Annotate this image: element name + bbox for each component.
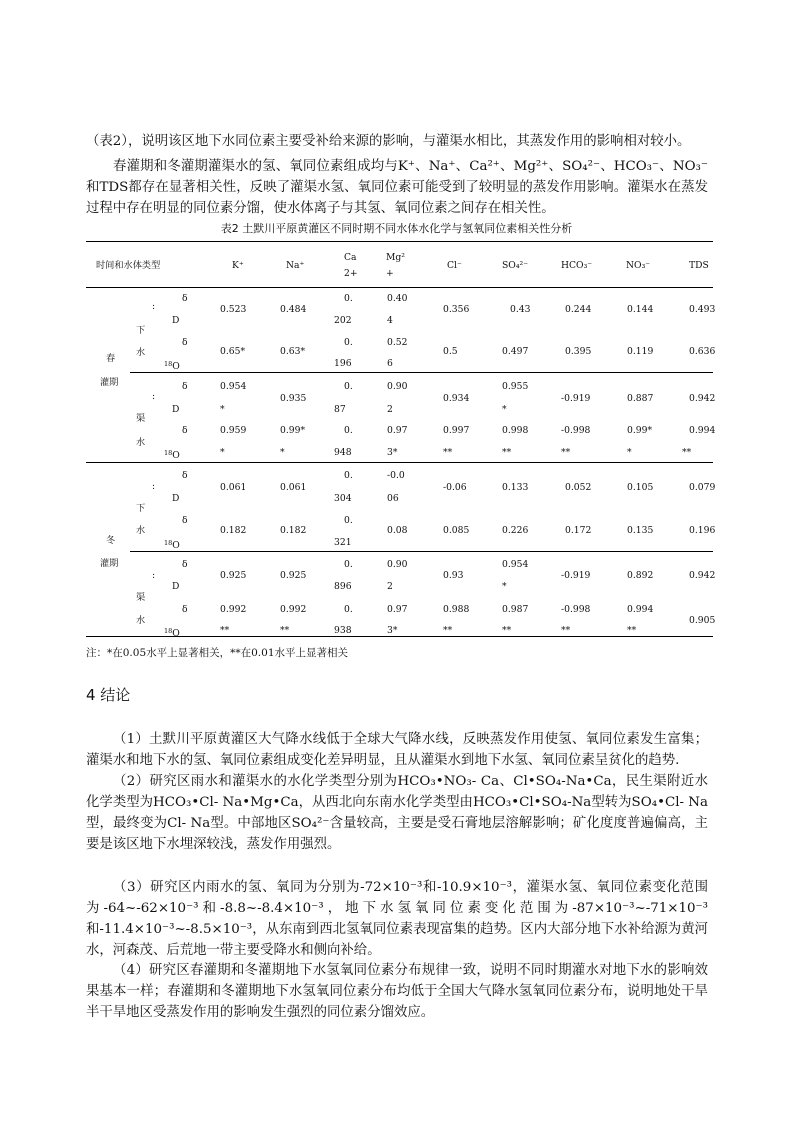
cell: 304 xyxy=(334,493,352,504)
water-ground-2: 水 xyxy=(136,347,146,358)
cell: 4 xyxy=(387,315,393,326)
iso-colon: : xyxy=(152,301,156,312)
iso-delta: δ xyxy=(182,559,188,570)
cell: 0.987 xyxy=(502,604,529,615)
table-note: 注：*在0.05水平上显著相关，**在0.01水平上显著相关 xyxy=(86,647,349,659)
cell: ** xyxy=(220,625,230,636)
cell: 0.636 xyxy=(689,346,716,357)
cell: 0.105 xyxy=(627,482,654,493)
table-header-rule xyxy=(86,287,713,288)
cell: 2 xyxy=(387,404,393,415)
cell: 0.484 xyxy=(280,304,307,315)
correlation-table xyxy=(86,241,716,639)
header-ca-sub: 2+ xyxy=(344,268,358,279)
cell: 0.925 xyxy=(280,570,307,581)
cell: 0.144 xyxy=(627,304,654,315)
cell: 3* xyxy=(387,625,398,636)
intro-paragraph-1: （表2），说明该区地下水同位素主要受补给来源的影响，与灌渠水相比，其蒸发作用的影响相对较小。 xyxy=(86,134,691,149)
cell: -0.919 xyxy=(561,393,591,404)
cell: 0.172 xyxy=(565,525,592,536)
cell: * xyxy=(220,404,225,415)
cell: 0. xyxy=(344,604,353,615)
cell: 0.5 xyxy=(443,346,458,357)
cell: 0.523 xyxy=(220,304,247,315)
cell: 0.97 xyxy=(387,604,408,615)
table-caption: 表2 土默川平原黄灌区不同时期不同水体水化学与氢氧同位素相关性分析 xyxy=(220,222,573,235)
cell: 0.994 xyxy=(627,604,654,615)
cell: 0.90 xyxy=(387,381,408,392)
cell: -0.998 xyxy=(561,425,591,436)
header-tds: TDS xyxy=(689,260,709,271)
iso-delta: δ xyxy=(182,515,188,526)
header-first: 时间和水体类型 xyxy=(96,260,161,271)
water-canal: 渠 xyxy=(136,413,146,424)
cell: 0.99* xyxy=(280,425,306,436)
iso-d: D xyxy=(172,581,180,592)
cell: 0. xyxy=(344,293,353,304)
cell: 0.935 xyxy=(280,393,307,404)
cell: 0.959 xyxy=(220,425,247,436)
cell: 0.119 xyxy=(627,346,654,357)
iso-delta: δ xyxy=(182,381,188,392)
cell: 0.226 xyxy=(502,525,529,536)
cell: 87 xyxy=(334,404,346,415)
cell: 0.992 xyxy=(220,604,247,615)
cell: * xyxy=(280,447,285,458)
cell: 0.08 xyxy=(387,525,408,536)
cell: 0.934 xyxy=(443,393,470,404)
cell: 0.63* xyxy=(280,346,306,357)
cell: 0.955 xyxy=(502,381,529,392)
header-mg-sub: + xyxy=(386,268,394,279)
header-no3: NO₃⁻ xyxy=(626,260,651,271)
cell: 321 xyxy=(334,537,352,548)
cell: 0.196 xyxy=(689,525,716,536)
table-top-rule xyxy=(86,241,713,242)
cell: 0. xyxy=(344,425,353,436)
iso-d: D xyxy=(172,315,180,326)
cell: 0. xyxy=(344,337,353,348)
cell: ** xyxy=(627,625,637,636)
cell: 0.061 xyxy=(280,482,307,493)
cell: ** xyxy=(502,625,512,636)
cell: ** xyxy=(502,447,512,458)
water-canal: 渠 xyxy=(136,592,146,603)
cell: -0.919 xyxy=(561,570,591,581)
conclusion-4: （4）研究区春灌期和冬灌期地下水氢氧同位素分布规律一致，说明不同时期灌水对地下水的影响效果基本一样；春灌期和冬灌期地下水氢氧同位素分布均低于全国大气降水氢氧同位素分布，说明地处干旱半干旱地区受蒸发作用的影响发生强烈的同位素分馏效应。 xyxy=(86,963,708,1020)
table-row-rule xyxy=(130,551,713,552)
water-ground: 下 xyxy=(136,325,146,336)
cell: 0.061 xyxy=(220,482,247,493)
iso-o-sup: $^{18}$O xyxy=(164,539,180,551)
period-winter-2: 灌期 xyxy=(100,558,119,569)
cell: 0.182 xyxy=(280,525,307,536)
cell: 0. xyxy=(344,559,353,570)
water-ground: 下 xyxy=(136,503,146,514)
cell: 0.997 xyxy=(443,425,470,436)
iso-delta: δ xyxy=(182,425,188,436)
cell: ** xyxy=(443,447,453,458)
cell: 0.356 xyxy=(443,304,470,315)
header-so4: SO₄²⁻ xyxy=(502,260,529,271)
conclusion-3: （3）研究区内雨水的氢、氧同为分别为-72×10⁻³和-10.9×10⁻³，灌渠水氢、氧同位素变化范围为-64~-62×10⁻³和-8.8~-8.4×10⁻³，地下水氢氧同位素变化范围为-87×10⁻³~-71×10⁻³和-11.4×10⁻³~-8.5×10⁻³，从东南到西北氢氧同位素表现富集的趋势。区内大部分地下水补给源为黄河水，河森茂、后荒地一带主要受降水和侧向补给。 xyxy=(86,880,708,958)
cell: 896 xyxy=(334,581,352,592)
cell: 0.97 xyxy=(387,425,408,436)
iso-delta: δ xyxy=(182,337,188,348)
cell: 0.52 xyxy=(387,337,408,348)
period-winter: 冬 xyxy=(106,535,116,546)
cell: 0.40 xyxy=(387,293,408,304)
cell: * xyxy=(627,447,632,458)
cell: * xyxy=(220,447,225,458)
cell: 0.892 xyxy=(627,570,654,581)
cell: -0.0 xyxy=(387,470,405,481)
cell: * xyxy=(502,404,507,415)
conclusion-1: （1）土默川平原黄灌区大气降水线低于全球大气降水线，反映蒸发作用使氢、氧同位素发生富集；灌渠水和地下水的氢、氧同位素组成变化差异明显，且从灌渠水到地下水氢、氧同位素呈贫化的趋势. xyxy=(86,732,708,768)
header-na: Na⁺ xyxy=(286,260,305,271)
cell: 0.43 xyxy=(510,304,531,315)
iso-delta: δ xyxy=(182,470,188,481)
cell: 0.052 xyxy=(565,482,592,493)
header-ca: Ca xyxy=(344,252,357,263)
iso-d: D xyxy=(172,404,180,415)
cell: 6 xyxy=(387,358,393,369)
cell: 0. xyxy=(344,515,353,526)
cell: * xyxy=(502,581,507,592)
table-bottom-rule xyxy=(86,636,713,637)
cell: ** xyxy=(443,625,453,636)
cell: 0.133 xyxy=(502,482,529,493)
cell: 948 xyxy=(334,447,352,458)
cell: 2 xyxy=(387,581,393,592)
table-row-rule xyxy=(130,372,713,373)
cell: 3* xyxy=(387,447,398,458)
cell: 0.925 xyxy=(220,570,247,581)
cell: 0.93 xyxy=(443,570,464,581)
table-period-rule xyxy=(86,462,713,463)
cell: 0.079 xyxy=(689,482,716,493)
cell: 0.954 xyxy=(220,381,247,392)
period-spring-2: 灌期 xyxy=(100,377,119,388)
iso-colon: : xyxy=(152,391,156,402)
cell: 0.085 xyxy=(443,525,470,536)
header-k: K⁺ xyxy=(232,260,244,271)
iso-d: D xyxy=(172,493,180,504)
period-spring: 春 xyxy=(106,353,116,364)
cell: 0.135 xyxy=(627,525,654,536)
cell: -0.06 xyxy=(443,482,467,493)
cell: 938 xyxy=(334,625,352,636)
cell: 0.998 xyxy=(502,425,529,436)
cell: ** xyxy=(682,447,692,458)
cell: 0.90 xyxy=(387,559,408,570)
section-heading: 4 结论 xyxy=(86,686,131,704)
iso-o-sup: $^{18}$O xyxy=(164,627,180,639)
cell: 0.988 xyxy=(443,604,470,615)
iso-delta: δ xyxy=(182,604,188,615)
water-ground-2: 水 xyxy=(136,525,146,536)
header-mg: Mg² xyxy=(386,252,405,263)
cell: ** xyxy=(561,447,571,458)
cell: -0.998 xyxy=(561,604,591,615)
cell: 0.942 xyxy=(689,570,716,581)
cell: ** xyxy=(561,625,571,636)
cell: 0.994 xyxy=(689,425,716,436)
cell: 0.954 xyxy=(502,559,529,570)
cell: 0.182 xyxy=(220,525,247,536)
iso-o-sup: $^{18}$O xyxy=(164,449,180,461)
iso-colon: : xyxy=(152,481,156,492)
cell: 0. xyxy=(344,381,353,392)
cell: 0.497 xyxy=(502,346,529,357)
water-canal-2: 水 xyxy=(136,437,146,448)
cell: 0.942 xyxy=(689,393,716,404)
cell: 0.65* xyxy=(220,346,246,357)
cell: 0.395 xyxy=(565,346,592,357)
cell: 0.244 xyxy=(565,304,592,315)
conclusion-2: （2）研究区雨水和灌渠水的水化学类型分别为HCO₃•NO₃- Ca、Cl•SO₄-Na•Ca，民生渠附近水化学类型为HCO₃•Cl- Na•Mg•Ca，从西北向东南水化学类型由HCO₃•Cl•SO₄-Na型转为SO₄•Cl- Na型，最终变为Cl- Na型。中部地区SO₄²⁻含量较高，主要是受石膏地层溶解影响；矿化度度普遍偏高，主要是该区地下水埋深较浅，蒸发作用强烈。 xyxy=(86,774,708,852)
cell: 0. xyxy=(344,470,353,481)
cell: 202 xyxy=(334,315,352,326)
cell: 06 xyxy=(387,493,399,504)
iso-colon: : xyxy=(152,570,156,581)
intro-paragraph-2: 春灌期和冬灌期灌渠水的氢、氧同位素组成均与K⁺、Na⁺、Ca²⁺、Mg²⁺、SO₄²⁻、HCO₃⁻、NO₃⁻和TDS都存在显著相关性，反映了灌渠水氢、氧同位素可能受到了较明显的蒸发作用影响。灌渠水在蒸发过程中存在明显的同位素分馏，使水体离子与其氢、氧同位素之间存在相关性。 xyxy=(86,159,708,216)
cell: 0.493 xyxy=(689,304,716,315)
cell: ** xyxy=(280,625,290,636)
header-hco3: HCO₃⁻ xyxy=(561,260,593,271)
header-cl: Cl⁻ xyxy=(447,260,462,271)
cell: 0.99* xyxy=(627,425,653,436)
cell: 0.992 xyxy=(280,604,307,615)
iso-delta: δ xyxy=(182,293,188,304)
cell: 0.905 xyxy=(689,615,716,626)
cell: 196 xyxy=(334,358,352,369)
iso-o-sup: $^{18}$O xyxy=(164,360,180,372)
water-canal-2: 水 xyxy=(136,615,146,626)
cell: 0.887 xyxy=(627,393,654,404)
